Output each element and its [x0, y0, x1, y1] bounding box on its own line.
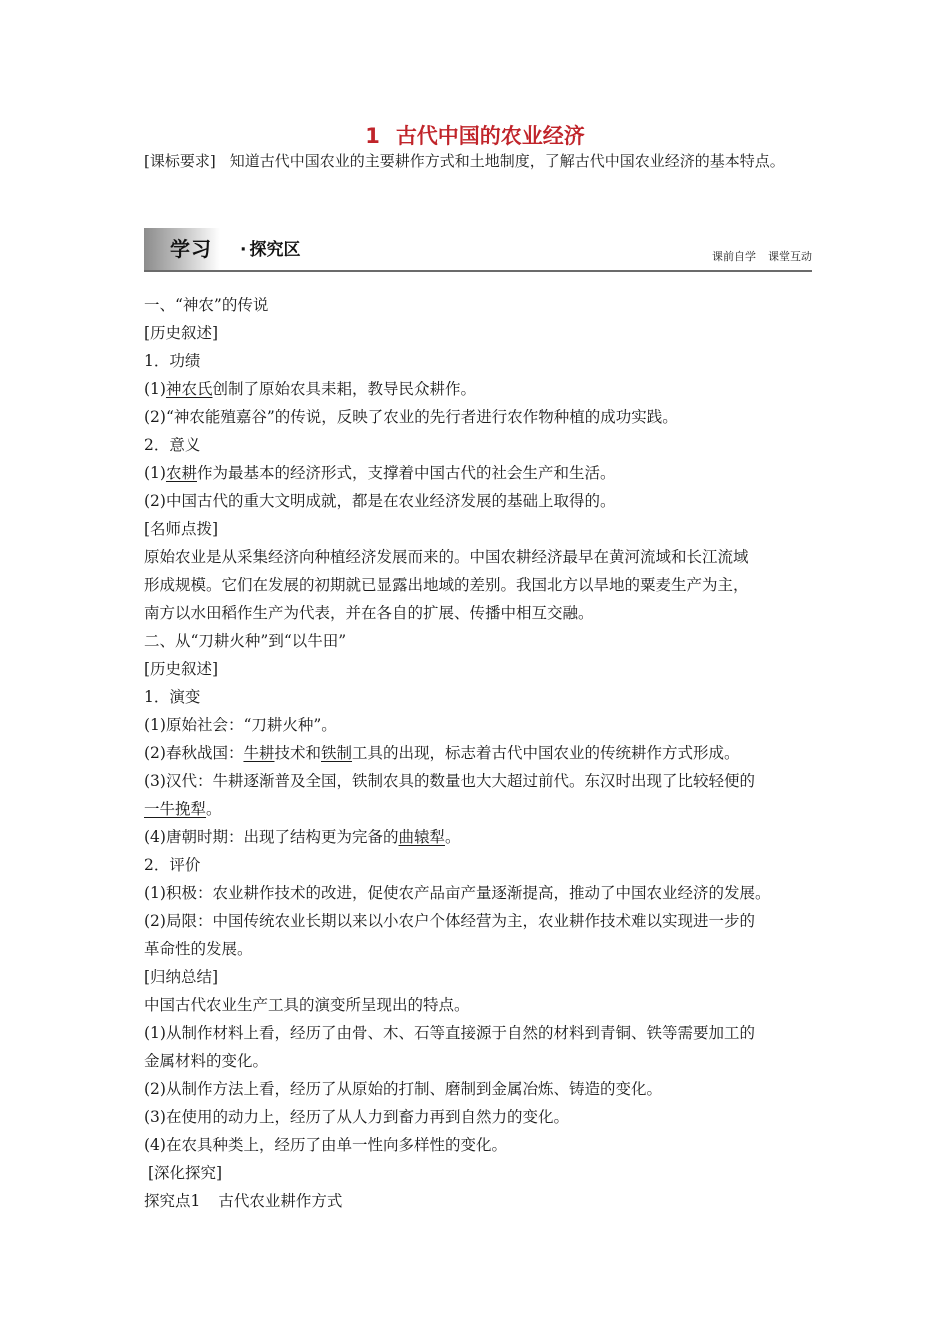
banner-right-labels [700, 250, 812, 264]
banner-dot: · [240, 240, 247, 260]
list-item-continuation: 革命性的发展。 [144, 940, 253, 958]
paragraph-line: 南方以水田稻作生产为代表，并在各自的扩展、传播中相互交融。 [144, 604, 594, 622]
banner-sub-text: 探究区 [249, 240, 301, 260]
subheading: 2．评价 [144, 856, 201, 874]
list-item: (1)从制作材料上看，经历了由骨、木、石等直接源于自然的材料到青铜、铁等需要加工的 [144, 1024, 755, 1042]
list-item [144, 823, 816, 851]
list-item [144, 375, 816, 403]
subheading: 1．演变 [144, 688, 201, 706]
underlined-key-term: 神农氏 [165, 380, 213, 398]
item-text: (4)唐朝时期：出现了结构更为完备的 [144, 828, 399, 846]
list-item-continuation: 金属材料的变化。 [144, 1052, 269, 1070]
title-number: 1 [365, 124, 380, 148]
item-text: 工具的出现，标志着古代中国农业的传统耕作方式形成。 [352, 744, 740, 762]
paragraph-line: 形成规模。它们在发展的初期就已显露出地域的差别。我国北方以旱地的粟麦生产为主， [144, 576, 749, 594]
list-item: (1)积极：农业耕作技术的改进，促使农产品亩产量逐渐提高，推动了中国农业经济的发展。 [144, 884, 771, 902]
title-text: 古代中国的农业经济 [395, 124, 585, 148]
underlined-key-term: 铁制 [321, 744, 353, 762]
subheading: 1．功绩 [144, 352, 201, 370]
underlined-key-term: 一牛挽犁 [144, 800, 207, 818]
section-tag: [历史叙述] [144, 660, 219, 678]
section-tag: [历史叙述] [144, 324, 219, 342]
item-text: (2)春秋战国： [144, 744, 244, 762]
explore-point-text: 古代农业耕作方式 [218, 1192, 343, 1210]
paragraph-line: 中国古代农业生产工具的演变所呈现出的特点。 [144, 996, 470, 1014]
item-text: 作为最基本的经济形式，支撑着中国古代的社会生产和生活。 [196, 464, 616, 482]
section-tag: [名师点拨] [144, 520, 219, 538]
item-text: 技术和 [274, 744, 321, 762]
banner-sub-label [240, 238, 300, 262]
section-heading: 二、从“刀耕火种”到“以牛田” [144, 632, 347, 650]
requirement-tag: [课标要求] [144, 152, 216, 170]
paragraph-line: 原始农业是从采集经济向种植经济发展而来的。中国农耕经济最早在黄河流域和长江流域 [144, 548, 749, 566]
document-body [144, 291, 816, 1215]
list-item: (2)局限：中国传统农业长期以来以小农户个体经营为主，农业耕作技术难以实现进一步的 [144, 912, 755, 930]
section-heading: 一、“神农”的传说 [144, 296, 269, 314]
curriculum-requirement [144, 148, 816, 175]
list-item [144, 739, 816, 767]
item-text: 。 [444, 828, 461, 846]
page-title [0, 122, 950, 150]
item-prefix: (1) [144, 464, 166, 482]
banner-right-label-2: 课堂互动 [768, 250, 812, 263]
explore-point [144, 1187, 816, 1215]
subheading: 2．意义 [144, 436, 201, 454]
list-item: (3)汉代：牛耕逐渐普及全国，铁制农具的数量也大大超过前代。东汉时出现了比较轻便的 [144, 772, 755, 790]
list-item: (4)在农具种类上，经历了由单一性向多样性的变化。 [144, 1136, 507, 1154]
item-text: 创制了原始农具耒耜，教导民众耕作。 [212, 380, 476, 398]
list-item-continuation [144, 795, 816, 823]
banner-right-label-1: 课前自学 [712, 250, 756, 263]
section-banner [144, 228, 812, 272]
section-tag: [深化探究] [148, 1164, 223, 1182]
item-prefix: (1) [144, 380, 166, 398]
requirement-text: 知道古代中国农业的主要耕作方式和土地制度，了解古代中国农业经济的基本特点。 [229, 152, 785, 170]
underlined-key-term: 曲辕犁 [398, 828, 445, 846]
underlined-key-term: 农耕 [165, 464, 197, 482]
underlined-key-term: 牛耕 [243, 744, 275, 762]
list-item: (2)从制作方法上看，经历了从原始的打制、磨制到金属冶炼、铸造的变化。 [144, 1080, 662, 1098]
list-item: (3)在使用的动力上，经历了从人力到畜力再到自然力的变化。 [144, 1108, 569, 1126]
explore-point-label: 探究点1 [144, 1192, 201, 1210]
list-item [144, 459, 816, 487]
list-item: (1)原始社会：“刀耕火种”。 [144, 716, 337, 734]
banner-main-label: 学习 [170, 237, 212, 261]
list-item: (2)“神农能殖嘉谷”的传说，反映了农业的先行者进行农作物种植的成功实践。 [144, 408, 678, 426]
list-item: (2)中国古代的重大文明成就，都是在农业经济发展的基础上取得的。 [144, 492, 616, 510]
section-tag: [归纳总结] [144, 968, 219, 986]
item-text: 。 [206, 800, 222, 818]
